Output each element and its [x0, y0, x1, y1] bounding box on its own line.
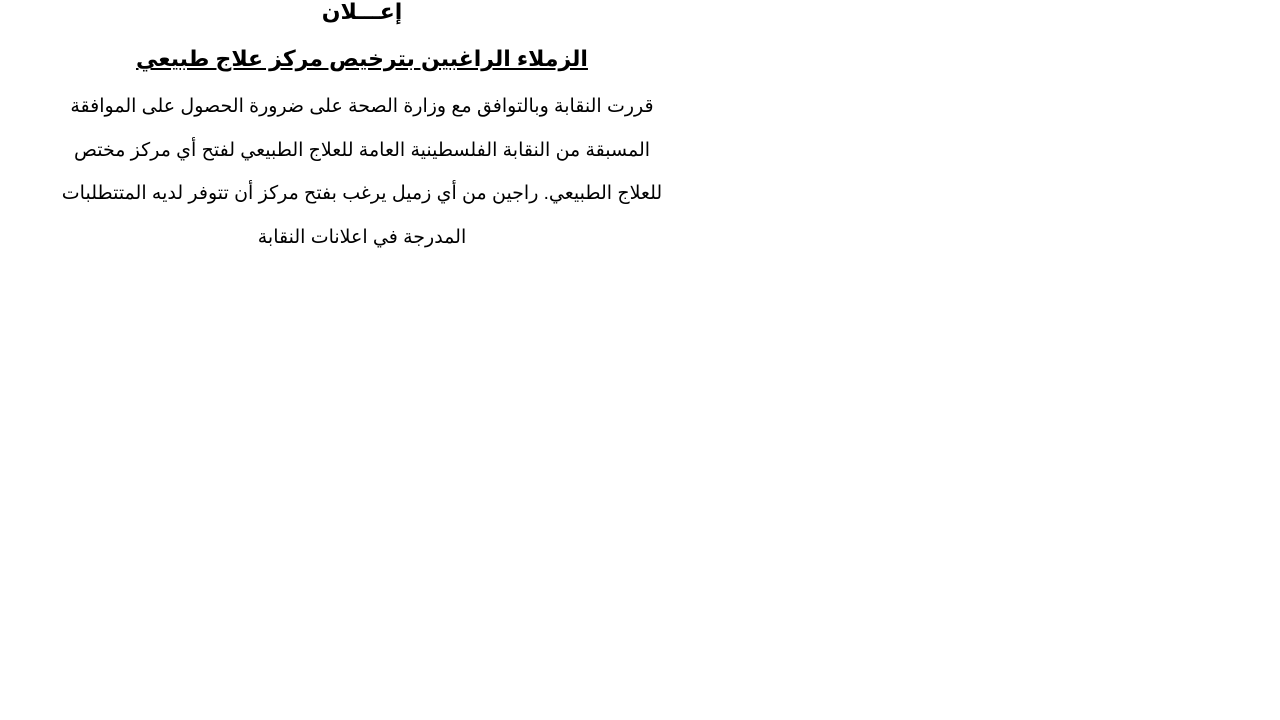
announcement-notice [0, 0, 724, 259]
announcement-subheading: الزملاء الراغبين بترخيص مركز علاج طبيعي [136, 46, 588, 71]
announcement-heading: إعـــلان [321, 0, 403, 24]
announcement-body: قررت النقابة وبالتوافق مع وزارة الصحة على ضرورة الحصول على الموافقة المسبقة من النقابة الفلسطينية العامة للعلاج الطبيعي لفتح أي مركز مختص للعلاج الطبيعي. راجين من أي زميل يرغب بفتح مركز أن تتوفر لديه المتتطلبات المدرجة في اعلانات النقابة [61, 96, 663, 248]
